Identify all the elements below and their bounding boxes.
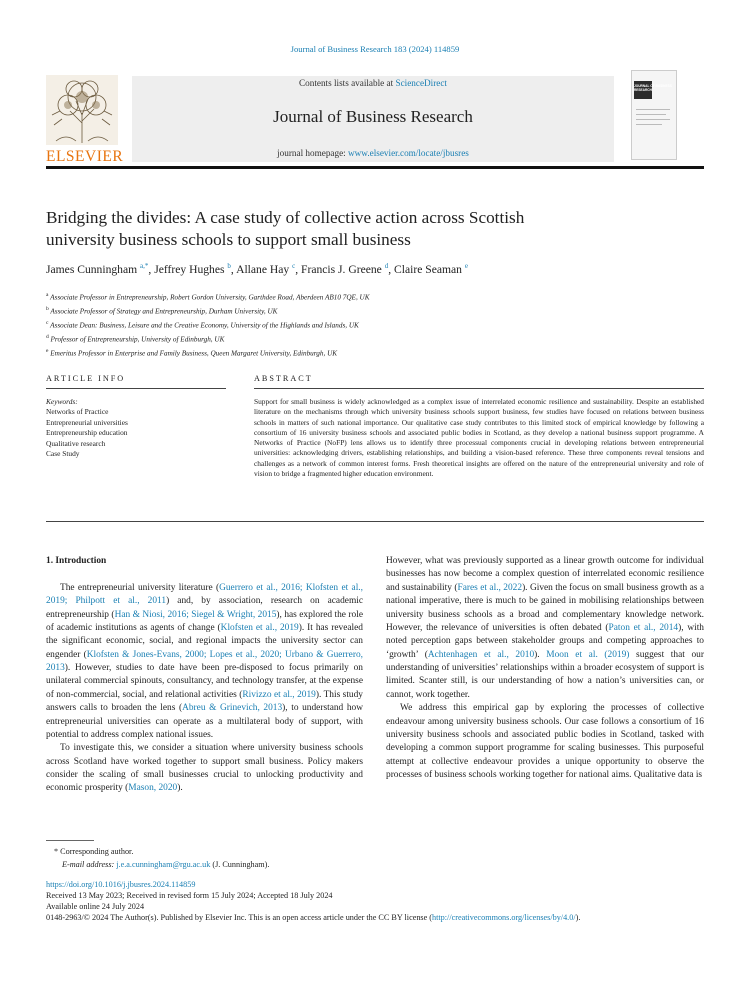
keyword-item: Entrepreneurship education [46,428,128,438]
footnote [46,846,366,871]
author-name: Jeffrey Hughes [154,262,225,276]
paragraph-text: However, what was previously supported as a linear growth outcome for individual businesses has now become a complex question of interrelated economic resilience and sustainability ( [386,556,704,593]
paragraph-text: ). However, studies to date have been pre-disposed to focus primarily on unilateral commercial spinouts, consultancy, and technology transfer, at the expense of non-commercial, social, and relational activities ( [46,663,363,700]
paragraph-text: ) and, by association, research on academic entrepreneurship ( [46,596,364,620]
homepage-prefix: journal homepage: [277,148,349,158]
paragraph [386,555,704,702]
author-name: Claire Seaman [394,262,462,276]
paragraph-text: ), to understand how entrepreneurial universities can operate as a multilateral body of support, with potential to address complex national issues. [46,703,363,740]
affiliation-list [46,290,686,359]
body-right-column [386,555,704,782]
paragraph-text: ). [534,649,547,660]
email-note [46,859,366,872]
author-affiliation-marker[interactable]: b [227,262,231,270]
received-dates: Received 13 May 2023; Received in revised form 15 July 2024; Accepted 18 July 2024 [46,891,333,900]
footnote-marker: * [54,847,59,856]
author-name: James Cunningham [46,262,138,276]
citation-link[interactable]: Achtenhagen et al., 2010 [427,649,535,660]
article-title [46,207,666,251]
footnote-divider [46,840,94,841]
paragraph-text: We address this empirical gap by exploring the processes of collective endeavour among university business schools. Our case follows a consortium of 16 university business schools and associated public bodies in Scotland, tasked with developing a common support programme for scaling businesses. This purposeful attempt at collective endeavour provides a unique opportunity to observe the processes of business schools working together for national aims. Qualitative data is [386,703,704,780]
contents-line [132,78,614,88]
paragraph-text: ). This study answers calls to broaden the lens ( [46,689,363,714]
email-label: E-mail address: [62,859,117,869]
abstract-bottom-divider [46,521,704,522]
citation-link[interactable]: Klofsten et al., 2019 [220,622,299,633]
cover-title: JOURNAL OF BUSINESS RESEARCH [634,84,672,92]
elsevier-logo[interactable] [46,75,122,163]
license-suffix: ). [575,913,581,922]
paragraph [46,582,363,743]
citation-link[interactable]: Paton et al., 2014 [608,622,679,633]
citation-link[interactable]: Moon et al. (2019) [546,649,630,660]
license-prefix: 0148-2963/© 2024 The Author(s). Published by Elsevier Inc. This is an open access article under the CC BY license ( [46,913,433,922]
license-line [46,912,706,923]
author-email-link[interactable]: j.e.a.cunningham@rgu.ac.uk [116,859,211,869]
author-name: Allane Hay [236,262,290,276]
title-line-1: Bridging the divides: A case study of collective action across Scottish [46,208,525,227]
keywords-label: Keywords: [46,397,78,406]
affiliation-item: $^c$ Associate Dean: Business, Leisure and the Creative Economy, University of the Highlands and Islands, UK [46,319,359,330]
abstract-heading: ABSTRACT [254,374,313,383]
author-list: James Cunningham $^{a,*}$, Jeffrey Hughes $^b$, Allane Hay $^c$, Francis J. Greene $^d$, Claire Seaman $^e$ [46,262,468,276]
citation-link[interactable]: Rivizzo et al., 2019 [242,689,316,700]
keyword-item: Entrepreneurial universities [46,417,128,427]
cover-rule [636,109,670,110]
cover-rule [636,114,666,115]
journal-banner [132,76,614,162]
license-link[interactable]: http://creativecommons.org/licenses/by/4.0/ [432,913,576,922]
paragraph [386,702,704,782]
paragraph-text: To investigate this, we consider a situation where university business schools across Scotland have worked together to support small business. Policy makers consider the scaling of small businesses crucial to unlocking productivity and economic prosperity ( [46,743,363,794]
keyword-item: Case Study [46,449,80,459]
citation-link[interactable]: Abreu & Grinevich, 2013 [182,703,283,714]
citation-link[interactable]: Klofsten & Jones-Evans, 2000; Lopes et al., 2020; Urbano & Guerrero, 2013 [46,649,363,674]
article-info-divider [46,388,226,389]
header-divider [46,166,704,169]
author-affiliation-marker[interactable]: c [292,262,296,270]
article-metadata [46,879,706,923]
affiliation-item: $^e$ Emeritus Professor in Enterprise and Family Business, Queen Margaret University, Edinburgh, UK [46,347,338,357]
email-suffix: (J. Cunningham). [210,859,270,869]
paragraph [46,742,363,796]
corresponding-author-note [46,846,366,859]
journal-homepage-link[interactable]: www.elsevier.com/locate/jbusres [348,148,469,158]
citation-link[interactable]: Guerrero et al., 2016; Klofsten et al., 2019; Philpott et al., 2011 [46,582,363,607]
author-affiliation-marker[interactable]: e [464,262,468,270]
citation-link[interactable]: Mason, 2020 [128,783,178,794]
journal-title: Journal of Business Research [273,107,473,126]
author-affiliation-marker[interactable]: d [384,262,389,270]
abstract-text: Support for small business is widely acknowledged as a complex issue of interrelated economic resilience and sustainability. Despite an established literature on the mechanisms through which university business schools support business, few studies have focused on relations between business schools in matters of such national importance. Our qualitative case study contributes to this limited stock of empirical knowledge by following a consortium of 16 university business schools and associated public bodies in Scotland, as they develop a national business support programme. A Networks of Practice (NoFP) lens allows us to identify three processual components crucial in developing relations between entrepreneurial universities: acknowledging drivers, establishing relationships, and building a vision-based reference. These three components reveal tensions and challenges as a network of common interest forms. Fresh theoretical insights are offered on the nature of the entrepreneurial university and role of vision to bridge a fragmented higher education environment. [254,397,704,478]
journal-reference[interactable]: Journal of Business Research 183 (2024) 114859 [290,44,460,54]
paragraph-text: The entrepreneurial university literature ( [60,582,220,593]
paragraph-text: ), with noted perception gaps between stakeholder groups and competing approaches to ‘growth’ ( [386,622,704,660]
paragraph-text: ). It has revealed the significant economic, social, and regional impacts the university sector can engender ( [46,622,363,660]
keyword-item: Networks of Practice [46,407,109,417]
elsevier-tree-icon [46,75,118,145]
affiliation-item: $^d$ Professor of Entrepreneurship, University of Edinburgh, UK [46,333,225,344]
abstract-divider [254,388,704,389]
paragraph-text: ). [177,783,183,794]
body-left-column [46,555,363,796]
citation-link[interactable]: Han & Niosi, 2016; Siegel & Wright, 2015 [114,609,277,620]
publisher-wordmark: ELSEVIER [46,148,124,165]
paragraph-text: ). Given the focus on small business growth as a national imperative, there is much to be gained in mobilising relationships between university business schools as a broad and complementary knowledge network. However, the relevance of universities is often debated ( [386,582,704,633]
citation-link[interactable]: Fares et al., 2022 [457,582,523,593]
author-affiliation-marker[interactable]: a,* [140,262,149,270]
cover-rule [636,124,662,125]
paragraph-text: ), has explored the role of academic institutions as agents of change ( [46,609,363,633]
affiliation-item: $^a$ Associate Professor in Entrepreneurship, Robert Gordon University, Garthdee Road, Aberdeen AB10 7QE, UK [46,292,370,302]
journal-cover-thumbnail[interactable] [631,70,677,160]
corresponding-author-label: Corresponding author. [60,847,134,856]
affiliation-item: $^b$ Associate Professor of Strategy and Entrepreneurship, Durham University, UK [46,305,278,316]
doi-link[interactable]: https://doi.org/10.1016/j.jbusres.2024.114859 [46,880,196,889]
contents-prefix: Contents lists available at [299,78,396,88]
available-online: Available online 24 July 2024 [46,902,145,911]
homepage-line [132,148,614,158]
paragraph-text: suggest that our understanding of universities’ relationships within a broader ecosystem of support is limited. Scanter still, is our understanding of how a nation’s universities can, or cannot, work together. [386,649,704,700]
keyword-item: Qualitative research [46,438,106,448]
keywords-block [46,397,226,459]
article-info-heading: ARTICLE INFO [46,374,126,383]
title-line-2: university business schools to support small business [46,230,411,249]
sciencedirect-link[interactable]: ScienceDirect [395,78,447,88]
section-heading-introduction: 1. Introduction [46,556,107,566]
cover-rule [636,119,670,120]
author-name: Francis J. Greene [301,262,382,276]
